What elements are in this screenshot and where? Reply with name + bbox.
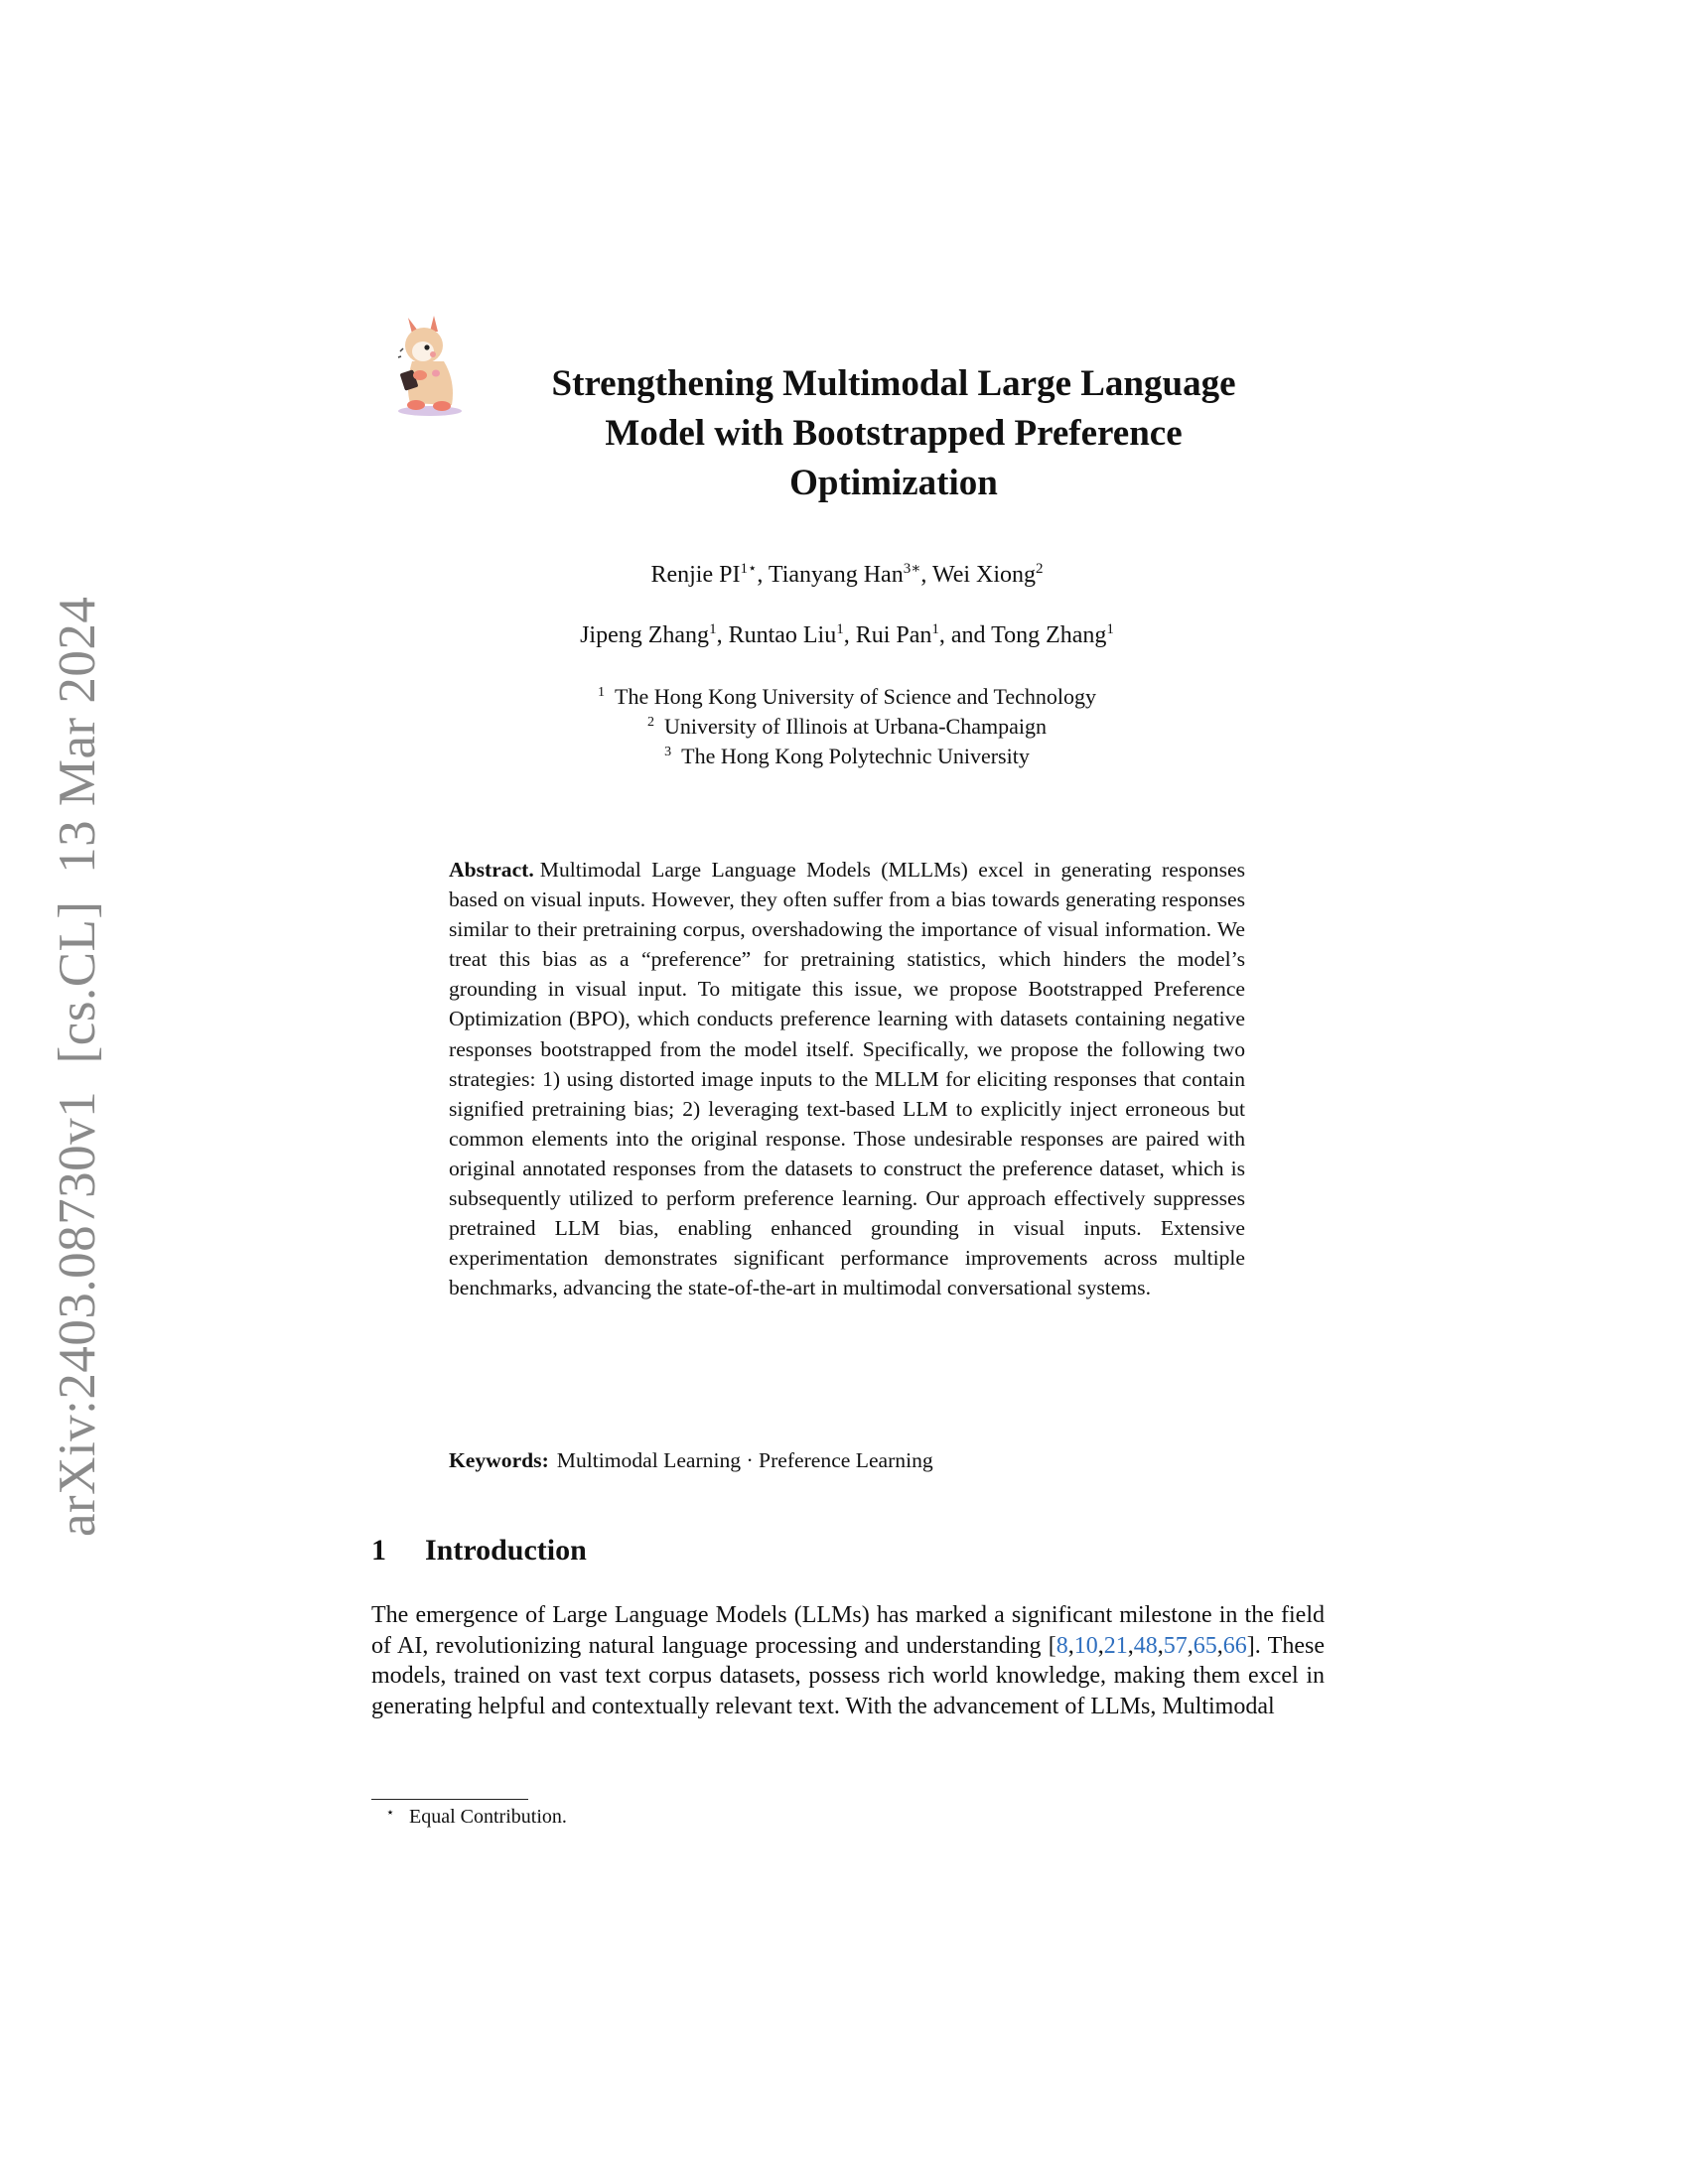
author-separator: , and [938, 622, 992, 648]
author-separator: , [716, 622, 729, 648]
author-affiliation-mark: 1 [1106, 621, 1114, 637]
author-affiliation-mark: 1 [836, 621, 844, 637]
citation-link[interactable]: 10 [1073, 1632, 1098, 1659]
footnote-mark: ⋆ [385, 1806, 395, 1821]
footnote-text: Equal Contribution. [409, 1806, 567, 1828]
affiliation [369, 682, 1325, 712]
paragraph-text: ]. These models, trained on vast text corpus datasets, possess rich world knowledge, making them excel in generating helpful and contextually relevant text. With the advancement of LLMs, Multimodal [371, 1632, 1325, 1719]
author-affiliation-mark: 3∗ [903, 561, 921, 577]
affiliation-name: University of Illinois at Urbana-Champaign [664, 714, 1047, 739]
section-heading-introduction [371, 1534, 587, 1568]
author-name: Tong Zhang [991, 622, 1107, 648]
citation-link[interactable]: 21 [1103, 1632, 1128, 1659]
author-name: Jipeng Zhang [580, 622, 710, 648]
affiliation-name: The Hong Kong Polytechnic University [681, 744, 1030, 768]
author-affiliation-mark: 2 [1036, 561, 1044, 577]
author-separator: , [757, 562, 769, 588]
citation-link[interactable]: 48 [1133, 1632, 1158, 1659]
llama-reading-book-icon [390, 316, 470, 417]
affiliation-number: 1 [598, 685, 605, 700]
paper-title [482, 359, 1306, 508]
section-title: Introduction [425, 1534, 587, 1567]
title-line-3: Optimization [789, 463, 998, 503]
affiliation-number: 3 [664, 745, 672, 759]
authors-line-2 [369, 622, 1325, 649]
author-separator: , [920, 562, 932, 588]
author-name: Tianyang Han [768, 562, 904, 588]
arxiv-identifier-stamp: arXiv:2403.08730v1 [cs.CL] 13 Mar 2024 [49, 596, 106, 1537]
author-separator: , [843, 622, 856, 648]
affiliation [369, 712, 1325, 742]
paragraph-text: The emergence of Large Language Models (LLMs) has marked a significant milestone in the field of AI, revolutionizing natural language processing and understanding [ [371, 1602, 1325, 1659]
keywords-label: Keywords: [449, 1448, 549, 1472]
title-block [387, 316, 1340, 514]
author-name: Wei Xiong [931, 562, 1037, 588]
abstract-label: Abstract. [449, 858, 534, 882]
citation-link[interactable]: 66 [1222, 1632, 1247, 1659]
citation-link[interactable]: 8 [1055, 1632, 1068, 1659]
abstract [449, 855, 1245, 1302]
footnote-divider [371, 1799, 528, 1800]
keywords-text: Multimodal Learning · Preference Learning [556, 1448, 933, 1472]
affiliation-number: 2 [647, 715, 655, 730]
title-line-1: Strengthening Multimodal Large Language [551, 363, 1236, 404]
abstract-text: Multimodal Large Language Models (MLLMs) excel in generating responses based on visual inputs. However, they often suffer from a bias towards generating responses similar to their pretraining corpus, overshadowing the importance of visual information. We treat this bias as a “preference” for pretraining statistics, which hinders the model’s grounding in visual input. To mitigate this issue, we propose Bootstrapped Preference Optimization (BPO), which conducts preference learning with datasets containing negative responses bootstrapped from the model itself. Specifically, we propose the following two strategies: 1) using distorted image inputs to the MLLM for eliciting responses that contain signified pretraining bias; 2) leveraging text-based LLM to explicitly inject erroneous but common elements into the original response. Those undesirable responses are paired with original annotated responses from the datasets to construct the preference dataset, which is subsequently utilized to perform preference learning. Our approach effectively suppresses pretrained LLM bias, enabling enhanced grounding in visual inputs. Extensive experimentation demonstrates significant performance improvements across multiple benchmarks, advancing the state-of-the-art in multimodal conversational systems. [449, 858, 1245, 1300]
section-number: 1 [371, 1534, 386, 1567]
title-line-2: Model with Bootstrapped Preference [605, 413, 1183, 454]
author-affiliation-mark: 1 [709, 621, 717, 637]
citation-link[interactable]: 65 [1193, 1632, 1217, 1659]
citation-link[interactable]: 57 [1163, 1632, 1188, 1659]
footnote [371, 1805, 567, 1829]
author-affiliation-mark: 1⋆ [740, 561, 758, 577]
keywords [449, 1448, 1245, 1473]
author-name: Renjie PI [650, 562, 741, 588]
introduction-paragraph: The emergence of Large Language Models (LLMs) has marked a significant milestone in the field of AI, revolutionizing natural language processing and understanding [8,10,21,48,57,65,66]. These models, trained on vast text corpus datasets, possess rich world knowledge, making them excel in generating helpful and contextually relevant text. With the advancement of LLMs, Multimodal [371, 1602, 1325, 1719]
author-name: Rui Pan [855, 622, 932, 648]
authors-line-1 [369, 562, 1325, 589]
author-name: Runtao Liu [728, 622, 837, 648]
affiliation-name: The Hong Kong University of Science and Technology [615, 684, 1096, 709]
author-affiliation-mark: 1 [931, 621, 939, 637]
affiliation [369, 742, 1325, 771]
